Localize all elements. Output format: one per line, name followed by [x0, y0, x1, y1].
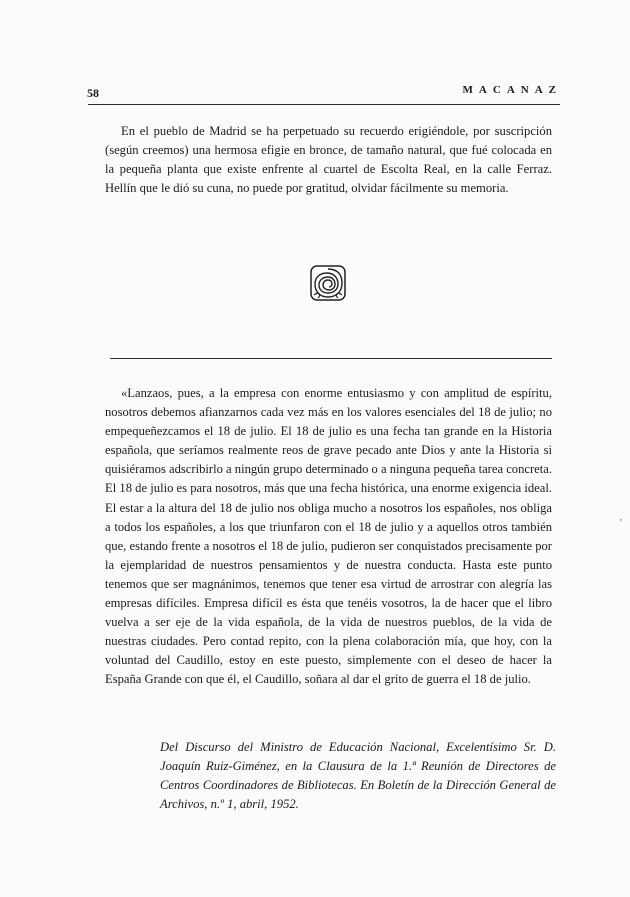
body-paragraph: En el pueblo de Madrid se ha perpetuado su recuerdo erigiéndole, por suscripción (según creemos) una hermosa efigie en bronce, de tamaño natural, que fué colocada en la pequeña planta que existe enfrente al cuartel de Escolta Real, en la calle Ferraz. Hellín que le dió su cuna, no puede por gratitud, olvidar fácilmente su memoria. — [105, 124, 552, 196]
running-head-title: MACANAZ — [462, 84, 562, 96]
margin-mark: ' — [620, 518, 622, 529]
section-divider — [110, 358, 552, 359]
spiral-flower-ornament-icon — [310, 265, 346, 301]
page-number: 58 — [87, 86, 99, 100]
quote-attribution: Del Discurso del Ministro de Educación Nacional, Excelentísimo Sr. D. Joaquín Ruiz-Giménez, en la Clausura de la 1.ª Reunión de Directores de Centros Coordinadores de Bibliotecas. En Boletín de la Dirección General de Archivos, n.º 1, abril, 1952. — [160, 740, 556, 812]
quote-paragraph: «Lanzaos, pues, a la empresa con enorme entusiasmo y con amplitud de espíritu, nosotros debemos afianzarnos cada vez más en los valores esenciales del 18 de julio; no empequeñezcamos el 18 de julio. El 18 de julio es una fecha tan grande en la Historia española, que seríamos realmente reos de grave pecado ante Dios y ante la Historia si quisiéramos adscribirlo a ningún grupo determinado o a ninguna pequeña tarea concreta. El 18 de julio es para nosotros, más que una fecha histórica, una enorme exigencia ideal. El estar a la altura del 18 de julio nos obliga mucho a nosotros los españoles, nos obliga a todos los españoles, a los que triunfaron con el 18 de julio y a aquellos otros también que, estando frente a nosotros el 18 de julio, pudieron ser conquistados precisamente por la ejemplaridad de nuestros pensamientos y de nuestra conducta. Hasta este punto tenemos que ser magnánimos, tenemos que tener esa virtud de arrostrar con alegría las empresas difíciles. Empresa difícil es ésta que tenéis vosotros, la de hacer que el libro vuelva a ser eje de la vida española, de la vida de nuestros pueblos, de la vida de nuestras ciudades. Pero contad repito, con la plena colaboración mía, que hoy, con la voluntad del Caudillo, estoy en este puesto, simplemente con el deseo de hacer la España Grande con que él, el Caudillo, soñara al dar el grito de guerra el 18 de julio. — [105, 386, 552, 687]
header-rule — [88, 104, 560, 105]
